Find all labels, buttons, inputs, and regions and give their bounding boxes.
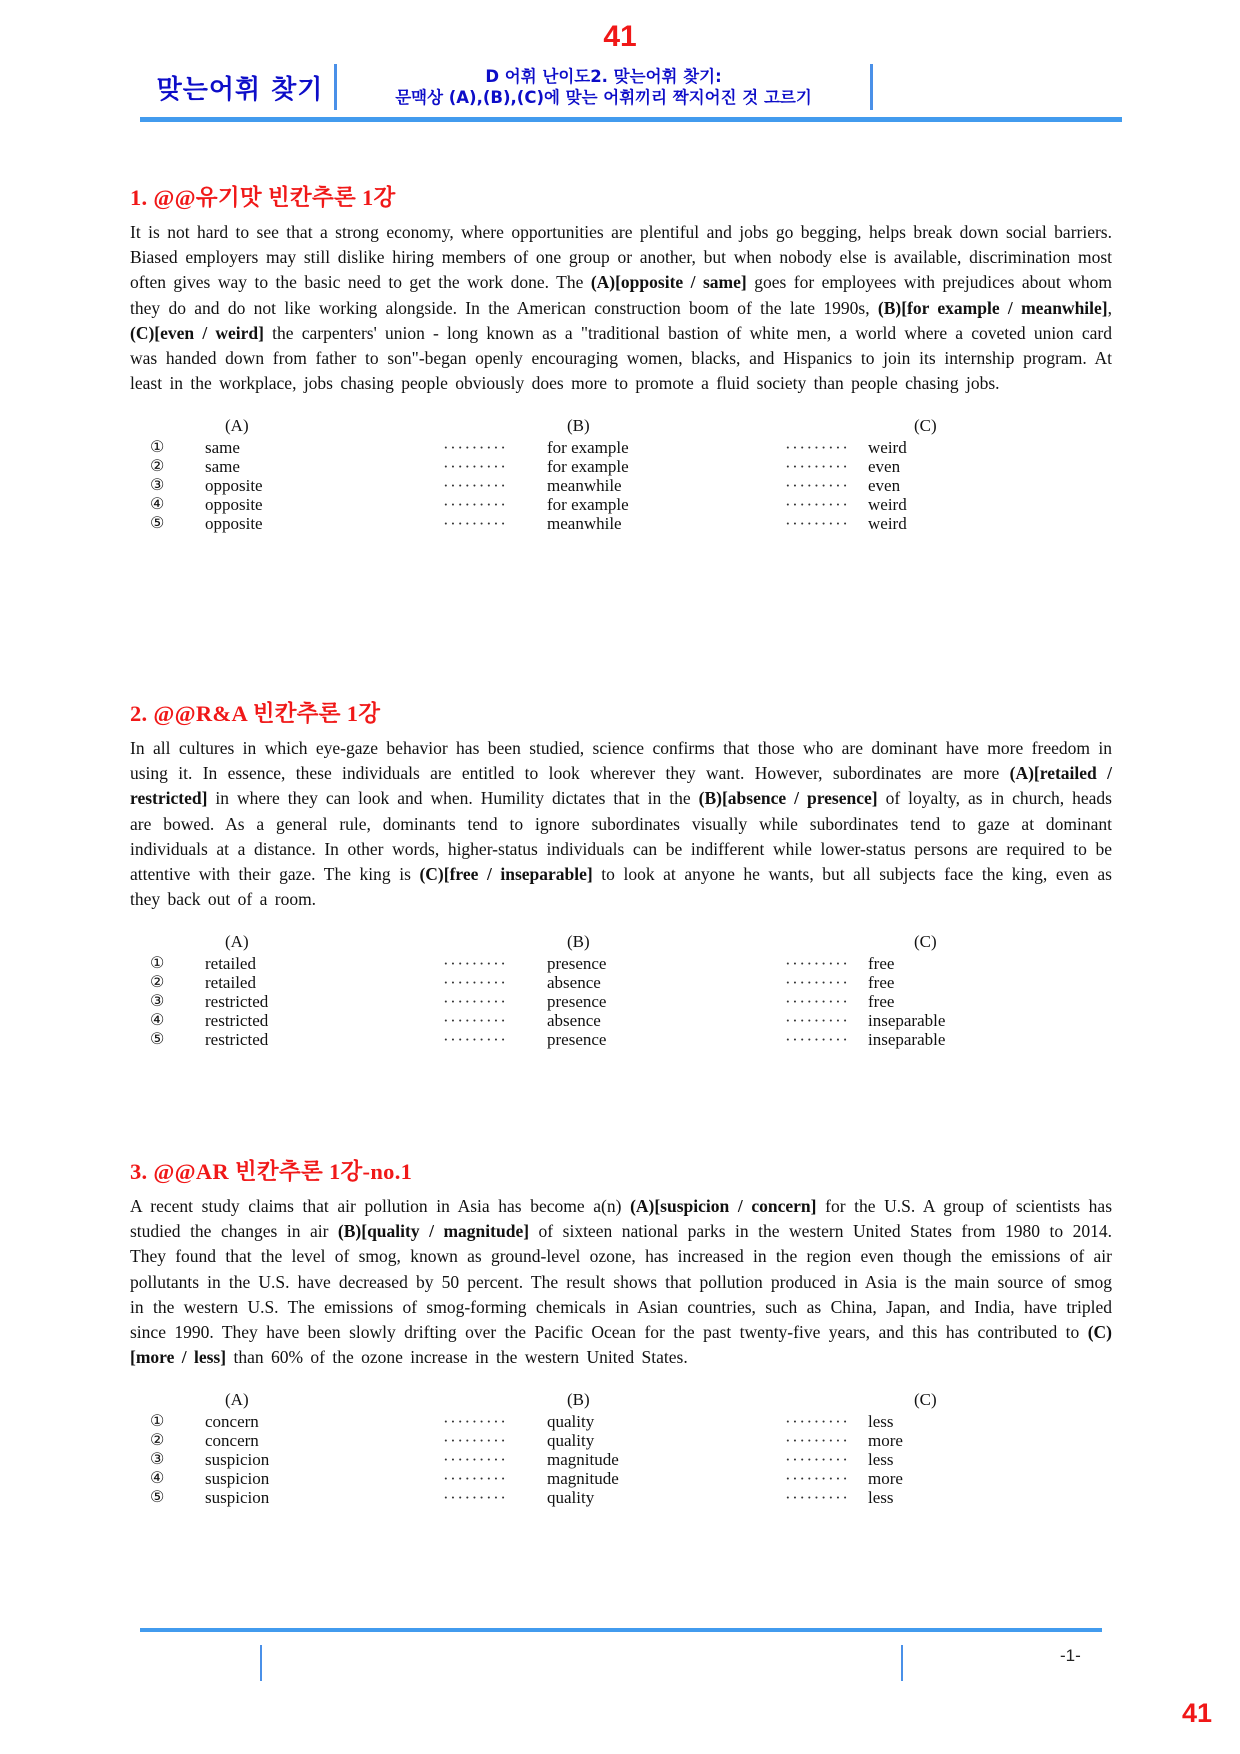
passage-text: , xyxy=(1107,297,1112,318)
option-number: ④ xyxy=(150,1012,165,1030)
option-b: meanwhile xyxy=(547,476,622,496)
choice-pair: (C)[free / inseparable] xyxy=(419,864,593,885)
dots-separator: ········· xyxy=(443,1431,508,1451)
option-number: ③ xyxy=(150,1451,165,1469)
option-c: inseparable xyxy=(868,1030,946,1050)
dots-separator: ········· xyxy=(443,1469,508,1489)
header-subtitle-line2: 문맥상 (A),(B),(C)에 맞는 어휘끼리 짝지어진 것 고르기 xyxy=(395,88,812,107)
options-table xyxy=(130,416,1112,533)
dots-separator: ········· xyxy=(443,992,508,1012)
header-subtitle xyxy=(337,62,870,112)
passage-text: It is not hard to see that a strong economy, where opportunities are plentiful and jobs go begging, helps break down social barriers. Biased employers may still dislike hiring members of one group or another, but when nobody else is available, discrimination most often gives way to the basic need to get the work done. The xyxy=(130,222,1112,293)
dots-separator: ········· xyxy=(443,973,508,993)
footer-tick-left xyxy=(260,1645,262,1681)
option-row xyxy=(150,973,1112,992)
option-row xyxy=(150,1469,1112,1488)
column-header-c: (C) xyxy=(914,416,937,436)
question-3 xyxy=(130,1160,1112,1507)
option-b: for example xyxy=(547,495,629,515)
options-table xyxy=(130,932,1112,1049)
option-row xyxy=(150,1488,1112,1507)
option-b: quality xyxy=(547,1488,595,1508)
dots-separator: ········· xyxy=(443,495,508,515)
option-c: more xyxy=(868,1469,903,1489)
option-c: less xyxy=(868,1450,894,1470)
option-a: same xyxy=(205,457,240,477)
options-header-row xyxy=(150,1390,1112,1409)
dots-separator: ········· xyxy=(785,1030,850,1050)
option-c: inseparable xyxy=(868,1011,946,1031)
option-a: same xyxy=(205,438,240,458)
option-number: ③ xyxy=(150,993,165,1011)
option-b: presence xyxy=(547,1030,607,1050)
dots-separator: ········· xyxy=(785,476,850,496)
dots-separator: ········· xyxy=(443,1030,508,1050)
option-number: ⑤ xyxy=(150,1489,165,1507)
option-c: more xyxy=(868,1431,903,1451)
option-a: opposite xyxy=(205,495,263,515)
option-number: ① xyxy=(150,955,165,973)
passage-text: the carpenters' union - long known as a "traditional bastion of white men, a world where a coveted union card was handed down from father to son"-began openly encouraging women, blacks, and Hispanics to join its internship program. At least in the workplace, jobs chasing people obviously does more to promote a fluid society than people chasing jobs. xyxy=(130,322,1112,394)
choice-pair: (B)[absence / presence] xyxy=(698,788,878,809)
dots-separator: ········· xyxy=(785,1488,850,1508)
dots-separator: ········· xyxy=(785,457,850,477)
option-c: free xyxy=(868,992,895,1012)
dots-separator: ········· xyxy=(785,514,850,534)
column-header-b: (B) xyxy=(567,416,590,436)
page-number-top: 41 xyxy=(603,20,637,53)
option-b: for example xyxy=(547,438,629,458)
option-c: weird xyxy=(868,438,907,458)
column-header-b: (B) xyxy=(567,1390,590,1410)
option-c: even xyxy=(868,457,901,477)
option-number: ④ xyxy=(150,496,165,514)
option-row xyxy=(150,1412,1112,1431)
option-a: opposite xyxy=(205,514,263,534)
option-number: ④ xyxy=(150,1470,165,1488)
option-a: retailed xyxy=(205,954,256,974)
option-b: absence xyxy=(547,1011,601,1031)
question-label: @@유기맛 빈칸추론 1강 xyxy=(147,185,396,210)
option-a: restricted xyxy=(205,1011,269,1031)
option-b: presence xyxy=(547,954,607,974)
dots-separator: ········· xyxy=(443,457,508,477)
option-number: ③ xyxy=(150,477,165,495)
options-header-row xyxy=(150,416,1112,435)
option-row xyxy=(150,954,1112,973)
passage-text: in where they can look and when. Humility dictates that in the xyxy=(207,788,699,809)
option-number: ② xyxy=(150,974,165,992)
question-title xyxy=(130,702,1112,726)
page-number-footer: -1- xyxy=(1060,1646,1081,1665)
question-2 xyxy=(130,702,1112,1049)
passage-text: for the U.S. A group of scientists has studied the changes in air xyxy=(130,1196,1112,1242)
option-a: restricted xyxy=(205,992,269,1012)
option-c: free xyxy=(868,973,895,993)
footer-rule xyxy=(140,1628,1102,1632)
option-row xyxy=(150,495,1112,514)
option-row xyxy=(150,1450,1112,1469)
footer-tick-right xyxy=(901,1645,903,1681)
question-passage xyxy=(130,220,1112,396)
question-title xyxy=(130,186,1112,210)
passage-text: goes for employees with prejudices about whom they do and do not like working alongside. In the American construction boom of the late 1990s, xyxy=(130,272,1113,318)
options-table xyxy=(130,1390,1112,1507)
option-b: quality xyxy=(547,1412,595,1432)
choice-pair: (B)[quality / magnitude] xyxy=(337,1221,530,1242)
option-number: ② xyxy=(150,458,165,476)
passage-text: of sixteen national parks in the western United States from 1980 to 2014. They found that the level of smog, known as ground-level ozone, has increased in the region even though the emissions of air pollutants in the U.S. have decreased by 50 percent. The result shows that pollution produced in Asia is the main source of smog in the western U.S. The emissions of smog-forming chemicals in Asian countries, such as China, Japan, and India, have tripled since 1990. They have been slowly drifting over the Pacific Ocean for the past twenty-five years, and this has contributed to xyxy=(130,1221,1112,1343)
dots-separator: ········· xyxy=(443,1488,508,1508)
option-row xyxy=(150,1431,1112,1450)
passage-text: than 60% of the ozone increase in the western United States. xyxy=(226,1347,688,1368)
option-row xyxy=(150,1011,1112,1030)
option-row xyxy=(150,438,1112,457)
option-b: magnitude xyxy=(547,1450,619,1470)
page-number-bottom: 41 xyxy=(1182,1698,1213,1728)
option-number: ① xyxy=(150,1413,165,1431)
option-a: suspicion xyxy=(205,1469,270,1489)
option-c: free xyxy=(868,954,895,974)
question-number: 1. xyxy=(130,185,148,210)
header-divider-right xyxy=(870,64,873,110)
choice-pair: (A)[opposite / same] xyxy=(590,272,747,293)
option-b: quality xyxy=(547,1431,595,1451)
option-row xyxy=(150,992,1112,1011)
column-header-a: (A) xyxy=(225,932,249,952)
header-rule xyxy=(140,117,1122,122)
dots-separator: ········· xyxy=(785,1469,850,1489)
option-row xyxy=(150,1030,1112,1049)
dots-separator: ········· xyxy=(785,1450,850,1470)
option-b: presence xyxy=(547,992,607,1012)
column-header-a: (A) xyxy=(225,416,249,436)
choice-pair: (B)[for example / meanwhile] xyxy=(877,297,1108,318)
header xyxy=(146,62,873,112)
dots-separator: ········· xyxy=(785,495,850,515)
dots-separator: ········· xyxy=(785,954,850,974)
option-b: absence xyxy=(547,973,601,993)
dots-separator: ········· xyxy=(443,954,508,974)
option-b: for example xyxy=(547,457,629,477)
option-c: even xyxy=(868,476,901,496)
question-1 xyxy=(130,186,1112,533)
question-title xyxy=(130,1160,1112,1184)
passage-text: A recent study claims that air pollution in Asia has become a(n) xyxy=(130,1196,631,1216)
option-c: less xyxy=(868,1412,894,1432)
worksheet-title: 맞는어휘 찾기 xyxy=(156,74,324,105)
option-a: concern xyxy=(205,1412,259,1432)
option-a: opposite xyxy=(205,476,263,496)
option-a: restricted xyxy=(205,1030,269,1050)
dots-separator: ········· xyxy=(785,992,850,1012)
passage-text: In all cultures in which eye-gaze behavior has been studied, science confirms that those who are dominant have more freedom in using it. In essence, these individuals are entitled to look wherever they want. However, subordinates are more xyxy=(130,738,1112,784)
column-header-a: (A) xyxy=(225,1390,249,1410)
choice-pair: (A)[retailed / restricted] xyxy=(130,763,1112,809)
column-header-c: (C) xyxy=(914,932,937,952)
dots-separator: ········· xyxy=(785,1431,850,1451)
dots-separator: ········· xyxy=(785,973,850,993)
option-c: weird xyxy=(868,514,907,534)
options-header-row xyxy=(150,932,1112,951)
option-row xyxy=(150,476,1112,495)
option-number: ① xyxy=(150,439,165,457)
question-passage xyxy=(130,1194,1112,1370)
dots-separator: ········· xyxy=(785,1011,850,1031)
dots-separator: ········· xyxy=(443,438,508,458)
passage-text: of loyalty, as in church, heads are bowed. As a general rule, dominants tend to ignore subordinates visually while subordinates tend to gaze at dominant individuals at a distance. In other words, higher-status individuals can be indifferent while lower-status persons are required to be attentive with their gaze. The king is xyxy=(130,788,1112,885)
dots-separator: ········· xyxy=(443,1011,508,1031)
option-a: concern xyxy=(205,1431,259,1451)
question-passage xyxy=(130,736,1112,912)
choice-pair: (A)[suspicion / concern] xyxy=(630,1196,817,1216)
dots-separator: ········· xyxy=(443,476,508,496)
option-a: retailed xyxy=(205,973,256,993)
question-label: @@AR 빈칸추론 1강-no.1 xyxy=(147,1159,413,1184)
option-a: suspicion xyxy=(205,1450,270,1470)
option-row xyxy=(150,514,1112,533)
passage-text: to look at anyone he wants, but all subjects face the king, even as they back out of a room. xyxy=(130,864,1112,910)
option-c: weird xyxy=(868,495,907,515)
dots-separator: ········· xyxy=(443,514,508,534)
header-subtitle-line1: D 어휘 난이도2. 맞는어휘 찾기: xyxy=(485,67,722,86)
dots-separator: ········· xyxy=(785,1412,850,1432)
choice-pair: (C)[more / less] xyxy=(130,1322,1112,1368)
question-number: 2. xyxy=(130,701,148,726)
dots-separator: ········· xyxy=(443,1412,508,1432)
question-number: 3. xyxy=(130,1159,148,1184)
dots-separator: ········· xyxy=(785,438,850,458)
choice-pair: (C)[even / weird] xyxy=(130,322,264,343)
column-header-c: (C) xyxy=(914,1390,937,1410)
column-header-b: (B) xyxy=(567,932,590,952)
option-number: ② xyxy=(150,1432,165,1450)
option-a: suspicion xyxy=(205,1488,270,1508)
option-c: less xyxy=(868,1488,894,1508)
option-row xyxy=(150,457,1112,476)
question-label: @@R&A 빈칸추론 1강 xyxy=(147,701,381,726)
option-b: meanwhile xyxy=(547,514,622,534)
dots-separator: ········· xyxy=(443,1450,508,1470)
option-b: magnitude xyxy=(547,1469,619,1489)
option-number: ⑤ xyxy=(150,1031,165,1049)
option-number: ⑤ xyxy=(150,515,165,533)
